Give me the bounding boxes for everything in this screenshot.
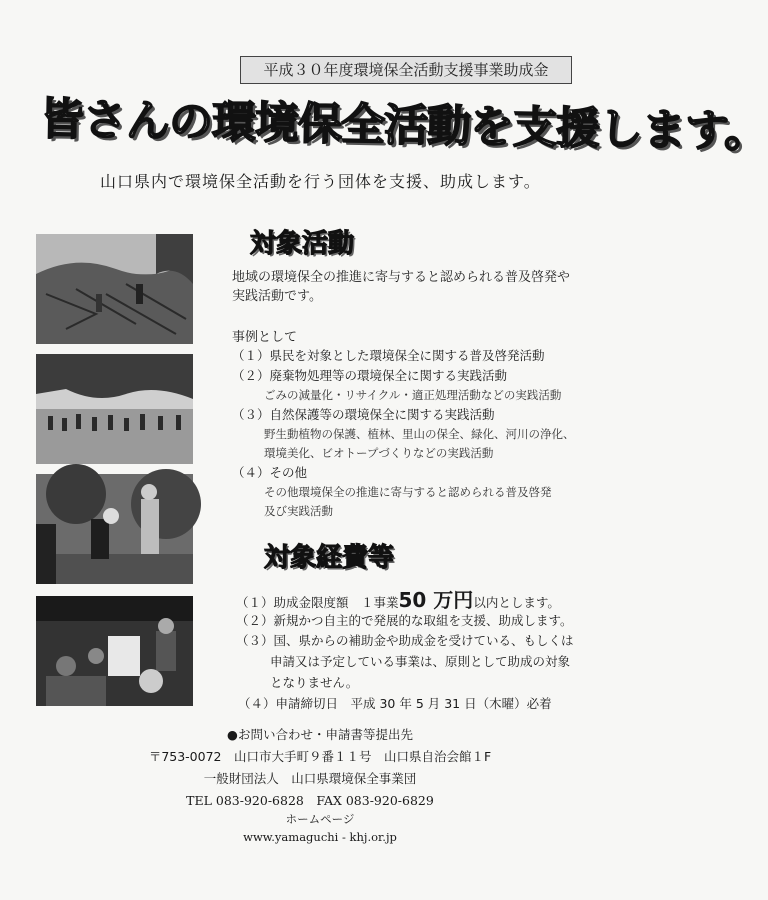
contact-heading: ●お問い合わせ・申請書等提出先 bbox=[227, 727, 413, 742]
target-activities-heading: 対象活動 bbox=[250, 229, 355, 259]
examples-label: 事例として bbox=[232, 330, 298, 345]
expense-item-1-suffix: 以内とします。 bbox=[473, 595, 560, 610]
activity-item-2-detail: ごみの減量化・リサイクル・適正処理活動などの実践活動 bbox=[264, 388, 562, 402]
activity-item-3-detail-2: 環境美化、ビオトープづくりなどの実践活動 bbox=[264, 446, 494, 460]
program-name: 平成３０年度環境保全活動支援事業助成金 bbox=[263, 61, 549, 79]
target-activities-description-line2: 実践活動です。 bbox=[232, 289, 322, 304]
program-name-box bbox=[240, 56, 572, 84]
expense-item-3-line3: となりません。 bbox=[270, 675, 359, 690]
activity-item-4-detail-2: 及び実践活動 bbox=[264, 504, 333, 518]
expense-item-3-line2: 申請又は予定している事業は、原則として助成の対象 bbox=[270, 654, 571, 669]
subtitle: 山口県内で環境保全活動を行う団体を支援、助成します。 bbox=[100, 172, 541, 191]
homepage-url[interactable]: www.yamaguchi - khj.or.jp bbox=[243, 830, 397, 844]
grant-amount: 50 万円 bbox=[398, 588, 474, 612]
expense-item-2: （２）新規かつ自主的で発展的な取組を支援、助成します。 bbox=[236, 613, 573, 628]
activity-item-3-detail-1: 野生動植物の保護、植林、里山の保全、緑化、河川の浄化、 bbox=[264, 427, 575, 441]
expense-item-1 bbox=[236, 590, 560, 613]
homepage-label: ホームページ bbox=[285, 812, 355, 826]
contact-address: 〒753-0072 山口市大手町９番１１号 山口県自治会館１F bbox=[148, 749, 492, 764]
expense-item-3-line1: （３）国、県からの補助金や助成金を受けている、もしくは bbox=[236, 633, 574, 648]
forest-clearing-photo bbox=[36, 234, 193, 344]
activity-item-1: （１）県民を対象とした環境保全に関する普及啓発活動 bbox=[232, 348, 545, 363]
expense-item-4: （４）申請締切日 平成 30 年 5 月 31 日（木曜）必着 bbox=[238, 696, 552, 711]
activity-item-4-detail-1: その他環境保全の推進に寄与すると認められる普及啓発 bbox=[264, 485, 552, 499]
activity-item-2: （２）廃棄物処理等の環境保全に関する実践活動 bbox=[232, 368, 508, 383]
activity-item-3: （３）自然保護等の環境保全に関する実践活動 bbox=[232, 407, 495, 422]
contact-phone-fax: TEL 083-920-6828 FAX 083-920-6829 bbox=[186, 793, 434, 808]
main-title: 皆さんの環境保全活動を支援します。 bbox=[39, 93, 768, 158]
contact-organization: 一般財団法人 山口県環境保全事業団 bbox=[203, 771, 417, 786]
expense-item-1-prefix: （１）助成金限度額 １事業 bbox=[236, 595, 399, 610]
meeting-presentation-photo bbox=[36, 596, 193, 706]
target-activities-description-line1: 地域の環境保全の推進に寄与すると認められる普及啓発や bbox=[232, 270, 571, 285]
target-expenses-heading: 対象経費等 bbox=[264, 543, 395, 573]
river-cleanup-photo bbox=[36, 354, 193, 464]
activity-item-4: （４）その他 bbox=[232, 465, 308, 480]
tree-planting-photo bbox=[36, 474, 193, 584]
